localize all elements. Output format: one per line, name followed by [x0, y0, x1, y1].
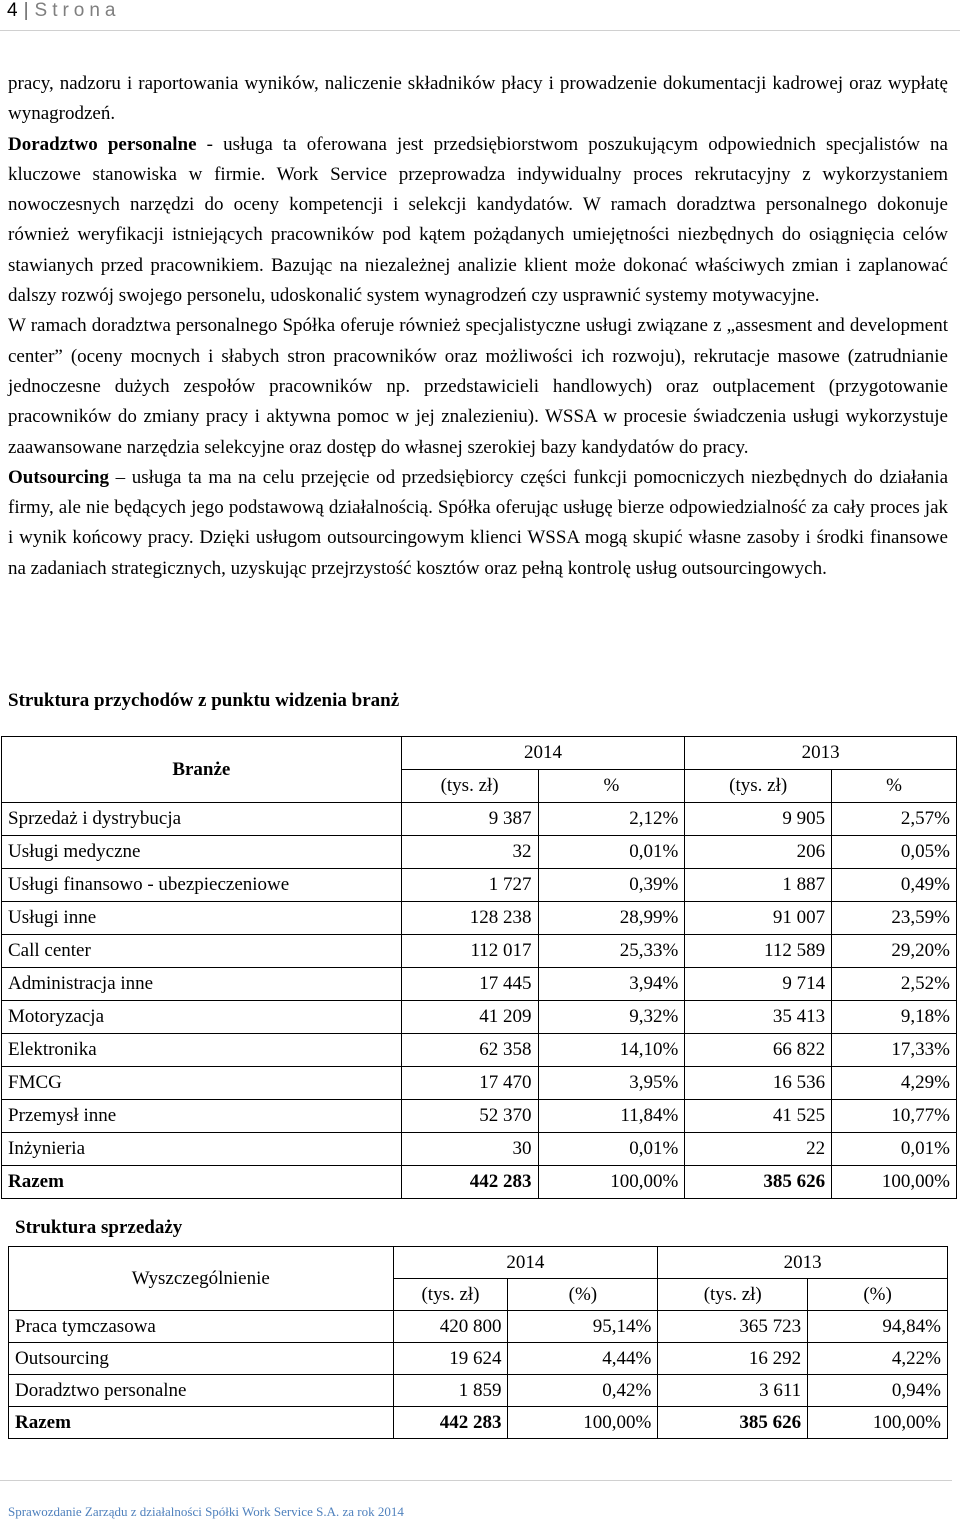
cell-label: Doradztwo personalne [9, 1375, 394, 1407]
paragraph-2 [8, 130, 948, 312]
subheader-value-2014: (tys. zł) [393, 1279, 508, 1311]
cell-percent-2013: 29,20% [832, 935, 957, 968]
cell-percent-2014: 3,94% [538, 968, 685, 1001]
cell-percent-2014: 9,32% [538, 1001, 685, 1034]
cell-value-2013: 9 714 [685, 968, 832, 1001]
cell-value-2013: 9 905 [685, 803, 832, 836]
subheader-value-2013: (tys. zł) [658, 1279, 808, 1311]
cell-value-2014: 420 800 [393, 1311, 508, 1343]
subheader-value-2014: (tys. zł) [401, 770, 538, 803]
cell-percent-2013: 4,22% [808, 1343, 948, 1375]
cell-value-2013: 1 887 [685, 869, 832, 902]
year-2014-header: 2014 [393, 1247, 658, 1279]
page-header [7, 0, 121, 30]
cell-percent-2014: 0,01% [538, 1133, 685, 1166]
cell-percent-2013: 23,59% [832, 902, 957, 935]
table-row [2, 1133, 957, 1166]
cell-value-2014: 30 [401, 1133, 538, 1166]
cell-percent-2013: 0,49% [832, 869, 957, 902]
cell-value-2013: 41 525 [685, 1100, 832, 1133]
table-header-row [9, 1247, 948, 1279]
cell-value-2013: 91 007 [685, 902, 832, 935]
total-percent-2014: 100,00% [508, 1407, 658, 1439]
cell-label: Call center [2, 935, 402, 968]
subheader-percent-2014: % [538, 770, 685, 803]
table-row [9, 1375, 948, 1407]
cell-label: Outsourcing [9, 1343, 394, 1375]
table-header-row [2, 737, 957, 770]
table-row [2, 803, 957, 836]
cell-percent-2013: 0,05% [832, 836, 957, 869]
paragraph-3: W ramach doradztwa personalnego Spółka oferuje również specjalistyczne usługi związane z „assesment and development center” (oceny mocnych i słabych stron pracowników oraz możliwości ich rozwoju), rekrutacje masowe (zatrudnianie jednoczesne dużych zespołów pracowników np. przedstawicieli handlowych) oraz outplacement (przygotowanie pracowników do zmiany pracy i aktywna pomoc w jej znalezieniu). WSSA w procesie świadczenia usługi wykorzystuje zaawansowane narzędzia selekcyjne oraz dostęp do własnej szerokiej bazy kandydatów do pracy. [8, 315, 948, 458]
cell-label: FMCG [2, 1067, 402, 1100]
table-row [9, 1311, 948, 1343]
paragraph-4-heading: Outsourcing [8, 466, 110, 488]
table-row [2, 869, 957, 902]
cell-percent-2014: 28,99% [538, 902, 685, 935]
sales-structure-table [8, 1246, 948, 1439]
year-2013-header: 2013 [658, 1247, 948, 1279]
cell-percent-2014: 0,42% [508, 1375, 658, 1407]
cell-value-2014: 17 470 [401, 1067, 538, 1100]
cell-value-2014: 17 445 [401, 968, 538, 1001]
table-row [2, 1001, 957, 1034]
cell-value-2014: 62 358 [401, 1034, 538, 1067]
column-header-wyszczegolnienie: Wyszczególnienie [9, 1247, 394, 1311]
table-row [2, 935, 957, 968]
cell-value-2014: 52 370 [401, 1100, 538, 1133]
cell-percent-2014: 2,12% [538, 803, 685, 836]
cell-percent-2014: 0,01% [538, 836, 685, 869]
cell-percent-2014: 95,14% [508, 1311, 658, 1343]
cell-label: Usługi medyczne [2, 836, 402, 869]
body-text [8, 69, 948, 584]
cell-value-2013: 112 589 [685, 935, 832, 968]
cell-percent-2013: 9,18% [832, 1001, 957, 1034]
subheader-percent-2013: % [832, 770, 957, 803]
total-value-2013: 385 626 [685, 1166, 832, 1199]
cell-value-2013: 206 [685, 836, 832, 869]
cell-label: Motoryzacja [2, 1001, 402, 1034]
total-value-2014: 442 283 [401, 1166, 538, 1199]
cell-percent-2014: 11,84% [538, 1100, 685, 1133]
table-row [2, 1100, 957, 1133]
subheader-value-2013: (tys. zł) [685, 770, 832, 803]
paragraph-4 [8, 463, 948, 584]
paragraph-1: pracy, nadzoru i raportowania wyników, naliczenie składników płacy i prowadzenie dokumentacji kadrowej oraz wypłatę wynagrodzeń. [8, 73, 948, 125]
cell-percent-2014: 4,44% [508, 1343, 658, 1375]
total-percent-2013: 100,00% [832, 1166, 957, 1199]
cell-value-2013: 16 536 [685, 1067, 832, 1100]
header-rule [0, 30, 960, 31]
cell-percent-2014: 0,39% [538, 869, 685, 902]
table1-title: Struktura przychodów z punktu widzenia branż [8, 690, 400, 711]
cell-label: Przemysł inne [2, 1100, 402, 1133]
year-2013-header: 2013 [685, 737, 957, 770]
paragraph-2-heading: Doradztwo personalne [8, 133, 197, 155]
table-row [2, 1067, 957, 1100]
table-total-row [2, 1166, 957, 1199]
footer-rule [0, 1480, 952, 1481]
subheader-percent-2014: (%) [508, 1279, 658, 1311]
cell-value-2014: 112 017 [401, 935, 538, 968]
header-separator: | [23, 0, 29, 21]
page-word: Strona [34, 0, 121, 21]
cell-percent-2013: 0,01% [832, 1133, 957, 1166]
paragraph-4-text: – usługa ta ma na celu przejęcie od przedsiębiorcy części funkcji pomocniczych niezbędnych do działania firmy, ale nie będących jego podstawową działalnością. Spółka oferując usługę bierze odpowiedzialność za cały proces jak i wynik końcowy pracy. Dzięki usługom outsourcingowym klienci WSSA mogą skupić własne zasoby i środki finansowe na zadaniach strategicznych, uzyskując przejrzystość kosztów oraz pełną kontrolę usług outsourcingowych. [8, 466, 948, 579]
cell-value-2013: 365 723 [658, 1311, 808, 1343]
table-row [9, 1343, 948, 1375]
cell-percent-2013: 2,52% [832, 968, 957, 1001]
cell-label: Sprzedaż i dystrybucja [2, 803, 402, 836]
total-value-2013: 385 626 [658, 1407, 808, 1439]
table-total-row [9, 1407, 948, 1439]
cell-label: Administracja inne [2, 968, 402, 1001]
cell-value-2013: 66 822 [685, 1034, 832, 1067]
column-header-branze: Branże [2, 737, 402, 803]
cell-value-2014: 32 [401, 836, 538, 869]
table-row [2, 902, 957, 935]
cell-value-2014: 1 859 [393, 1375, 508, 1407]
cell-value-2014: 41 209 [401, 1001, 538, 1034]
page-number: 4 [7, 0, 18, 21]
total-percent-2013: 100,00% [808, 1407, 948, 1439]
total-label: Razem [9, 1407, 394, 1439]
cell-value-2013: 22 [685, 1133, 832, 1166]
cell-label: Elektronika [2, 1034, 402, 1067]
cell-percent-2013: 4,29% [832, 1067, 957, 1100]
table2-title: Struktura sprzedaży [15, 1217, 183, 1238]
cell-value-2014: 19 624 [393, 1343, 508, 1375]
cell-percent-2013: 0,94% [808, 1375, 948, 1407]
cell-value-2014: 128 238 [401, 902, 538, 935]
total-label: Razem [2, 1166, 402, 1199]
page-footer: Sprawozdanie Zarządu z działalności Spółki Work Service S.A. za rok 2014 [8, 1504, 404, 1519]
cell-percent-2013: 2,57% [832, 803, 957, 836]
cell-percent-2014: 25,33% [538, 935, 685, 968]
cell-label: Inżynieria [2, 1133, 402, 1166]
cell-percent-2014: 14,10% [538, 1034, 685, 1067]
cell-label: Usługi finansowo - ubezpieczeniowe [2, 869, 402, 902]
revenue-by-industry-table [1, 736, 957, 1199]
cell-percent-2013: 94,84% [808, 1311, 948, 1343]
paragraph-2-text: - usługa ta oferowana jest przedsiębiorstwom poszukującym odpowiednich specjalistów na kluczowe stanowiska w firmie. Work Service przeprowadza indywidualny proces rekrutacyjny z wykorzystaniem nowoczesnych narzędzi do oceny kompetencji i selekcji kandydatów. W ramach doradztwa personalnego dokonuje również weryfikacji istniejących pracowników pod kątem pożądanych umiejętności niezbędnych do osiągnięcia celów stawianych przed pracownikiem. Bazując na niezależnej analizie klient może dokonać właściwych zmian i zaplanować dalszy rozwój swojego personelu, udoskonalić system wynagrodzeń czy usprawnić systemy motywacyjne. [8, 133, 948, 307]
cell-label: Usługi inne [2, 902, 402, 935]
cell-label: Praca tymczasowa [9, 1311, 394, 1343]
subheader-percent-2013: (%) [808, 1279, 948, 1311]
cell-value-2013: 16 292 [658, 1343, 808, 1375]
table-row [2, 1034, 957, 1067]
total-value-2014: 442 283 [393, 1407, 508, 1439]
cell-value-2014: 9 387 [401, 803, 538, 836]
cell-value-2013: 35 413 [685, 1001, 832, 1034]
table-row [2, 968, 957, 1001]
cell-percent-2014: 3,95% [538, 1067, 685, 1100]
cell-value-2013: 3 611 [658, 1375, 808, 1407]
total-percent-2014: 100,00% [538, 1166, 685, 1199]
table-row [2, 836, 957, 869]
cell-percent-2013: 10,77% [832, 1100, 957, 1133]
year-2014-header: 2014 [401, 737, 685, 770]
cell-value-2014: 1 727 [401, 869, 538, 902]
cell-percent-2013: 17,33% [832, 1034, 957, 1067]
